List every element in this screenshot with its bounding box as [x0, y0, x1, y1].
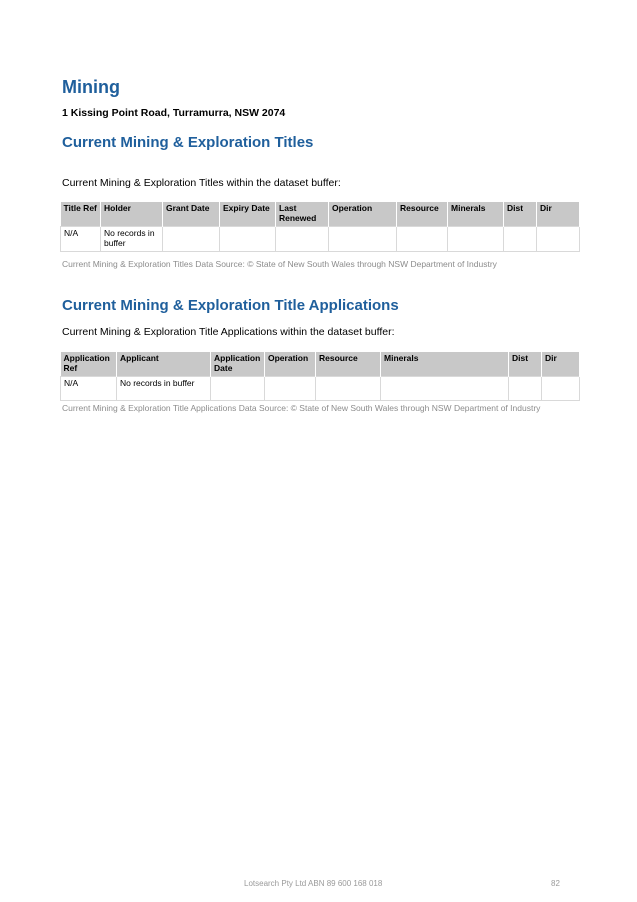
applications-table-header [61, 352, 580, 377]
column-header: Application Ref [61, 352, 117, 377]
column-header: Dist [509, 352, 542, 377]
table-cell [329, 227, 397, 252]
table-cell [509, 377, 542, 401]
table-cell: N/A [61, 227, 101, 252]
column-header: Operation [265, 352, 316, 377]
applications-section-intro: Current Mining & Exploration Title Applications within the dataset buffer: [62, 326, 395, 338]
applications-section-heading: Current Mining & Exploration Title Applications [62, 297, 399, 314]
column-header: Resource [316, 352, 381, 377]
table-cell [448, 227, 504, 252]
applications-table [60, 352, 580, 401]
titles-section-heading: Current Mining & Exploration Titles [62, 134, 314, 151]
table-row [61, 227, 580, 252]
table-cell [381, 377, 509, 401]
column-header: Dir [537, 202, 580, 227]
column-header: Dist [504, 202, 537, 227]
table-cell [220, 227, 276, 252]
column-header: Application Date [211, 352, 265, 377]
table-cell [211, 377, 265, 401]
titles-data-source: Current Mining & Exploration Titles Data Source: © State of New South Wales through NSW Department of Industry [62, 259, 497, 269]
titles-table-header [61, 202, 580, 227]
footer-company: Lotsearch Pty Ltd ABN 89 600 168 018 [244, 879, 383, 888]
table-cell: N/A [61, 377, 117, 401]
table-cell [504, 227, 537, 252]
table-cell [397, 227, 448, 252]
column-header: Grant Date [163, 202, 220, 227]
column-header: Minerals [448, 202, 504, 227]
table-cell: No records in buffer [117, 377, 211, 401]
column-header: Holder [101, 202, 163, 227]
table-cell [276, 227, 329, 252]
footer-page-number: 82 [551, 879, 560, 888]
table-cell [542, 377, 580, 401]
site-address: 1 Kissing Point Road, Turramurra, NSW 2074 [62, 107, 286, 119]
table-cell [537, 227, 580, 252]
column-header: Last Renewed [276, 202, 329, 227]
column-header: Operation [329, 202, 397, 227]
table-cell [316, 377, 381, 401]
page-title: Mining [62, 77, 120, 97]
column-header: Dir [542, 352, 580, 377]
table-cell: No records in buffer [101, 227, 163, 252]
titles-table [60, 202, 580, 252]
column-header: Expiry Date [220, 202, 276, 227]
column-header: Title Ref [61, 202, 101, 227]
titles-section-intro: Current Mining & Exploration Titles within the dataset buffer: [62, 177, 341, 189]
column-header: Minerals [381, 352, 509, 377]
applications-data-source: Current Mining & Exploration Title Applications Data Source: © State of New South Wales through NSW Department of Industry [62, 403, 541, 413]
column-header: Applicant [117, 352, 211, 377]
column-header: Resource [397, 202, 448, 227]
table-cell [265, 377, 316, 401]
table-row [61, 377, 580, 401]
table-cell [163, 227, 220, 252]
